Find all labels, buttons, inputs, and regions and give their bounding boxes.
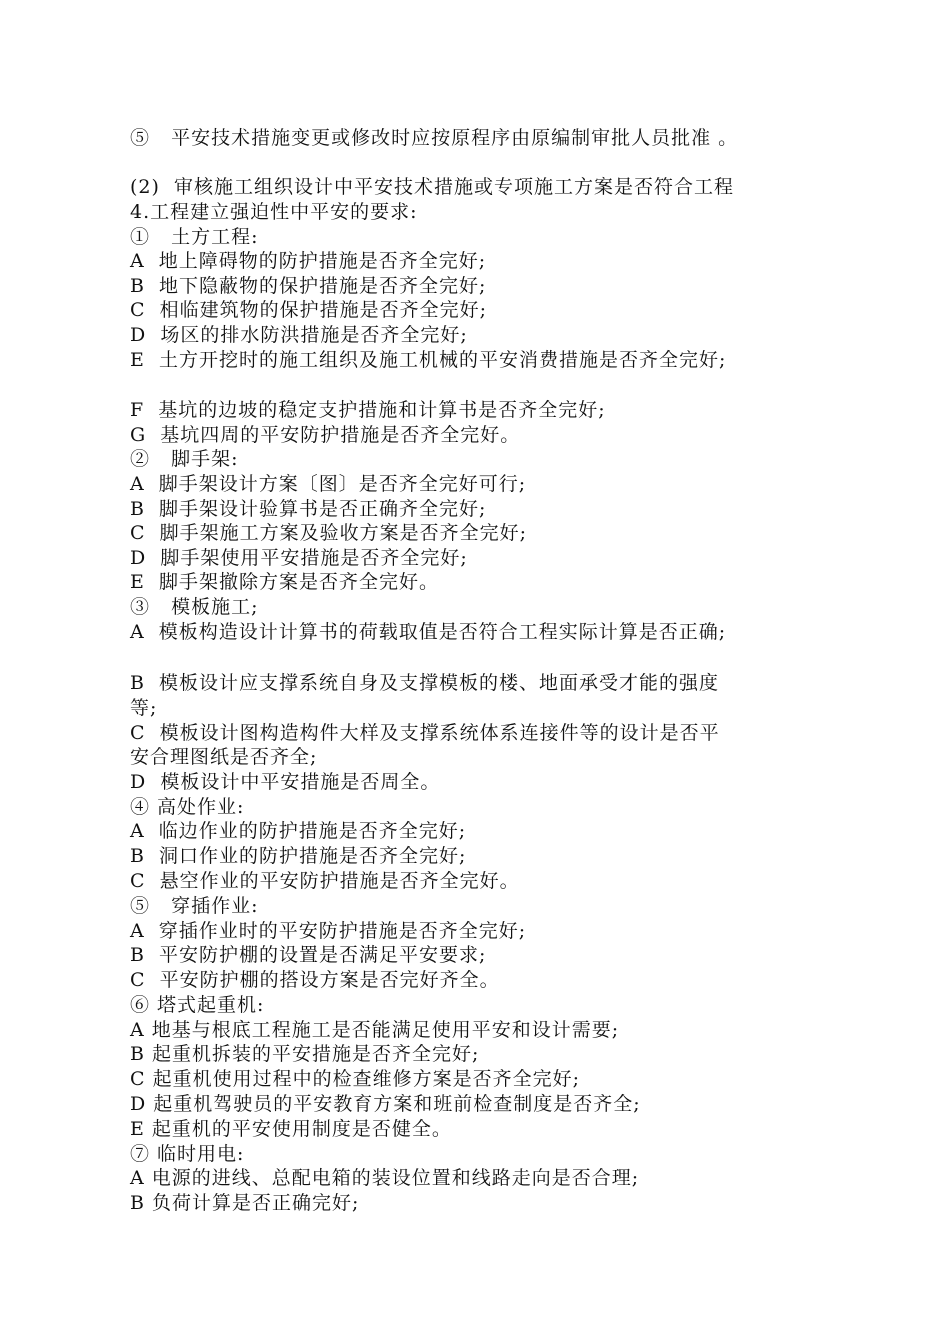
text-line: D 场区的排水防洪措施是否齐全完好; [130, 324, 468, 346]
text-line: B 模板设计应支撑系统自身及支撑模板的楼、地面承受才能的强度 [130, 672, 720, 694]
text-line: C 模板设计图构造构件大样及支撑系统体系连接件等的设计是否平 [130, 722, 720, 744]
text-line: A 临边作业的防护措施是否齐全完好; [130, 820, 467, 842]
text-line: ③ 模板施工; [130, 596, 259, 618]
text-line: E 土方开挖时的施工组织及施工机械的平安消费措施是否齐全完好; [130, 349, 727, 371]
text-line: A 地基与根底工程施工是否能满足使用平安和设计需要; [130, 1019, 620, 1041]
text-line: C 相临建筑物的保护措施是否齐全完好; [130, 299, 488, 321]
text-line: ② 脚手架: [130, 448, 239, 470]
text-line: ⑦ 临时用电: [130, 1143, 245, 1165]
text-line: ⑤ 穿插作业: [130, 895, 259, 917]
text-line: B 负荷计算是否正确完好; [130, 1192, 360, 1214]
text-line: ① 土方工程: [130, 226, 259, 248]
text-line: D 模板设计中平安措施是否周全。 [130, 771, 441, 793]
text-line: F 基坑的边坡的稳定支护措施和计算书是否齐全完好; [130, 399, 606, 421]
text-line: A 穿插作业时的平安防护措施是否齐全完好; [130, 920, 527, 942]
text-line: E 脚手架撤除方案是否齐全完好。 [130, 571, 439, 593]
text-line: D 脚手架使用平安措施是否齐全完好; [130, 547, 468, 569]
text-line: B 脚手架设计验算书是否正确齐全完好; [130, 498, 487, 520]
text-line: E 起重机的平安使用制度是否健全。 [130, 1118, 452, 1140]
text-line: A 地上障碍物的防护措施是否齐全完好; [130, 250, 487, 272]
text-line: A 电源的进线、总配电箱的装设位置和线路走向是否合理; [130, 1167, 640, 1189]
text-line: 等; [130, 697, 158, 719]
text-line: B 起重机拆装的平安措施是否齐全完好; [130, 1043, 480, 1065]
text-line: C 悬空作业的平安防护措施是否齐全完好。 [130, 870, 520, 892]
text-line: C 起重机使用过程中的检查维修方案是否齐全完好; [130, 1068, 580, 1090]
text-line: B 地下隐蔽物的保护措施是否齐全完好; [130, 275, 487, 297]
text-line: (2) 审核施工组织设计中平安技术措施或专项施工方案是否符合工程 [130, 176, 734, 198]
text-line: ⑤ 平安技术措施变更或修改时应按原程序由原编制审批人员批准 。 [130, 127, 739, 149]
text-line: A 脚手架设计方案〔图〕是否齐全完好可行; [130, 473, 527, 495]
text-line: B 洞口作业的防护措施是否齐全完好; [130, 845, 467, 867]
text-line: 4.工程建立强迫性中平安的要求: [130, 201, 418, 223]
text-line: ④ 高处作业: [130, 796, 245, 818]
text-line: C 脚手架施工方案及验收方案是否齐全完好; [130, 522, 528, 544]
text-line: 安合理图纸是否齐全; [130, 746, 318, 768]
text-line: G 基坑四周的平安防护措施是否齐全完好。 [130, 424, 521, 446]
text-line: A 模板构造设计计算书的荷载取值是否符合工程实际计算是否正确; [130, 621, 727, 643]
text-line: C 平安防护棚的搭设方案是否完好齐全。 [130, 969, 500, 991]
text-line: B 平安防护棚的设置是否满足平安要求; [130, 944, 487, 966]
text-line: ⑥ 塔式起重机: [130, 994, 265, 1016]
text-line: D 起重机驾驶员的平安教育方案和班前检查制度是否齐全; [130, 1093, 641, 1115]
